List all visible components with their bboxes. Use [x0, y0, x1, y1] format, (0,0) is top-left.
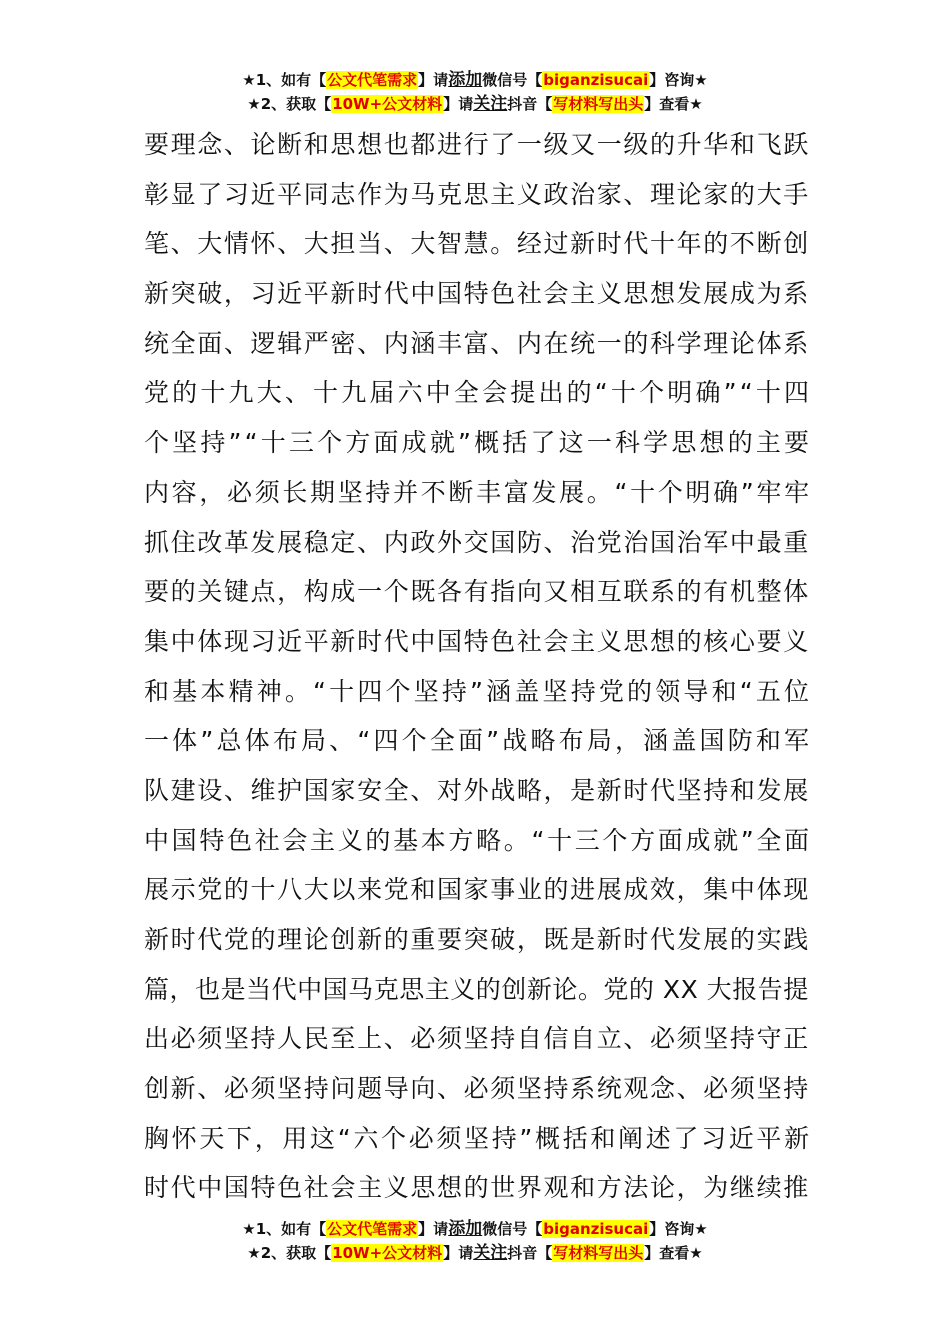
- banner-text: 抖音【: [507, 1244, 553, 1262]
- paragraph-line: 中国特色社会主义的基本方略。“十三个方面成就”全面: [144, 825, 812, 855]
- banner-emphasis: 关注: [473, 94, 508, 114]
- banner-text: 微信号【: [482, 71, 543, 89]
- paragraph-line: 和基本精神。“十四个坚持”涵盖坚持党的领导和“五位: [144, 676, 813, 706]
- banner-emphasis: 关注: [473, 1243, 508, 1263]
- banner-text: 】咨询★: [649, 1220, 708, 1238]
- banner-douyin-id: 写材料写出头: [553, 95, 644, 113]
- paragraph-line: 一体”总体布局、“四个全面”战略布局，涵盖国防和军: [144, 726, 813, 756]
- banner-text: 抖音【: [507, 95, 553, 113]
- banner-douyin-id: 写材料写出头: [553, 1244, 644, 1262]
- banner-text: 】请: [418, 1220, 449, 1238]
- paragraph-line: 新时代党的理论创新的重要突破，既是新时代发展的实践: [144, 925, 810, 954]
- banner-highlight: 10W+公文材料: [332, 95, 443, 113]
- paragraph-line: 篇，也是当代中国马克思主义的创新论。党的 XX 大报告提: [144, 974, 809, 1004]
- paragraph-line: 统全面、逻辑严密、内涵丰富、内在统一的科学理论体系: [144, 328, 810, 358]
- paragraph-line: 创新、必须坚持问题导向、必须坚持系统观念、必须坚持: [144, 1074, 810, 1104]
- banner-text: 】请: [443, 1244, 474, 1262]
- banner-wechat-id: biganzisucai: [543, 1220, 649, 1238]
- banner-line-1: [0, 68, 950, 92]
- paragraph-line: 胸怀天下，用这“六个必须坚持”概括和阐述了习近平新: [144, 1123, 812, 1153]
- banner-line-2: [0, 1241, 950, 1265]
- banner-text: 】请: [418, 71, 449, 89]
- banner-text: 】查看★: [644, 95, 703, 113]
- banner-text: 】查看★: [644, 1244, 703, 1262]
- banner-text: ★2、获取【: [247, 95, 332, 113]
- paragraph-line: 队建设、维护国家安全、对外战略，是新时代坚持和发展: [144, 775, 810, 805]
- paragraph-line: 抓住改革发展稳定、内政外交国防、治党治国治军中最重: [144, 527, 810, 557]
- banner-text: ★2、获取【: [247, 1244, 332, 1262]
- banner-highlight: 公文代笔需求: [327, 71, 418, 89]
- banner-highlight: 10W+公文材料: [332, 1244, 443, 1262]
- banner-text: 微信号【: [482, 1220, 543, 1238]
- banner-highlight: 公文代笔需求: [327, 1220, 418, 1238]
- paragraph-line: 党的十九大、十九届六中全会提出的“十个明确”“十四: [144, 378, 813, 408]
- banner-text: 】咨询★: [649, 71, 708, 89]
- banner-wechat-id: biganzisucai: [543, 71, 649, 89]
- paragraph-line: 展示党的十八大以来党和国家事业的进展成效，集中体现: [144, 875, 810, 905]
- banner-emphasis: 添加: [448, 70, 483, 90]
- banner-text: 】请: [443, 95, 474, 113]
- banner-line-1: [0, 1217, 950, 1241]
- footer-banner: [0, 1217, 950, 1265]
- paragraph-line: 时代中国特色社会主义思想的世界观和方法论，为继续推: [144, 1173, 810, 1203]
- banner-line-2: [0, 92, 950, 116]
- banner-text: ★1、如有【: [242, 1220, 327, 1238]
- document-body: [144, 120, 813, 1213]
- paragraph-line: 集中体现习近平新时代中国特色社会主义思想的核心要义: [144, 626, 810, 656]
- paragraph-line: 要理念、论断和思想也都进行了一级又一级的升华和飞跃: [144, 130, 810, 159]
- paragraph-line: 笔、大情怀、大担当、大智慧。经过新时代十年的不断创: [144, 229, 810, 259]
- paragraph-line: 彰显了习近平同志作为马克思主义政治家、理论家的大手: [144, 179, 810, 209]
- paragraph-line: 要的关键点，构成一个既各有指向又相互联系的有机整体: [144, 577, 810, 607]
- banner-text: ★1、如有【: [242, 71, 327, 89]
- paragraph-line: 个坚持”“十三个方面成就”概括了这一科学思想的主要: [144, 428, 813, 458]
- paragraph-line: 内容，必须长期坚持并不断丰富发展。“十个明确”牢牢: [144, 477, 812, 507]
- paragraph-line: 出必须坚持人民至上、必须坚持自信自立、必须坚持守正: [144, 1024, 810, 1054]
- banner-emphasis: 添加: [448, 1219, 483, 1239]
- header-banner: [0, 68, 950, 116]
- paragraph-line: 新突破，习近平新时代中国特色社会主义思想发展成为系: [144, 279, 810, 309]
